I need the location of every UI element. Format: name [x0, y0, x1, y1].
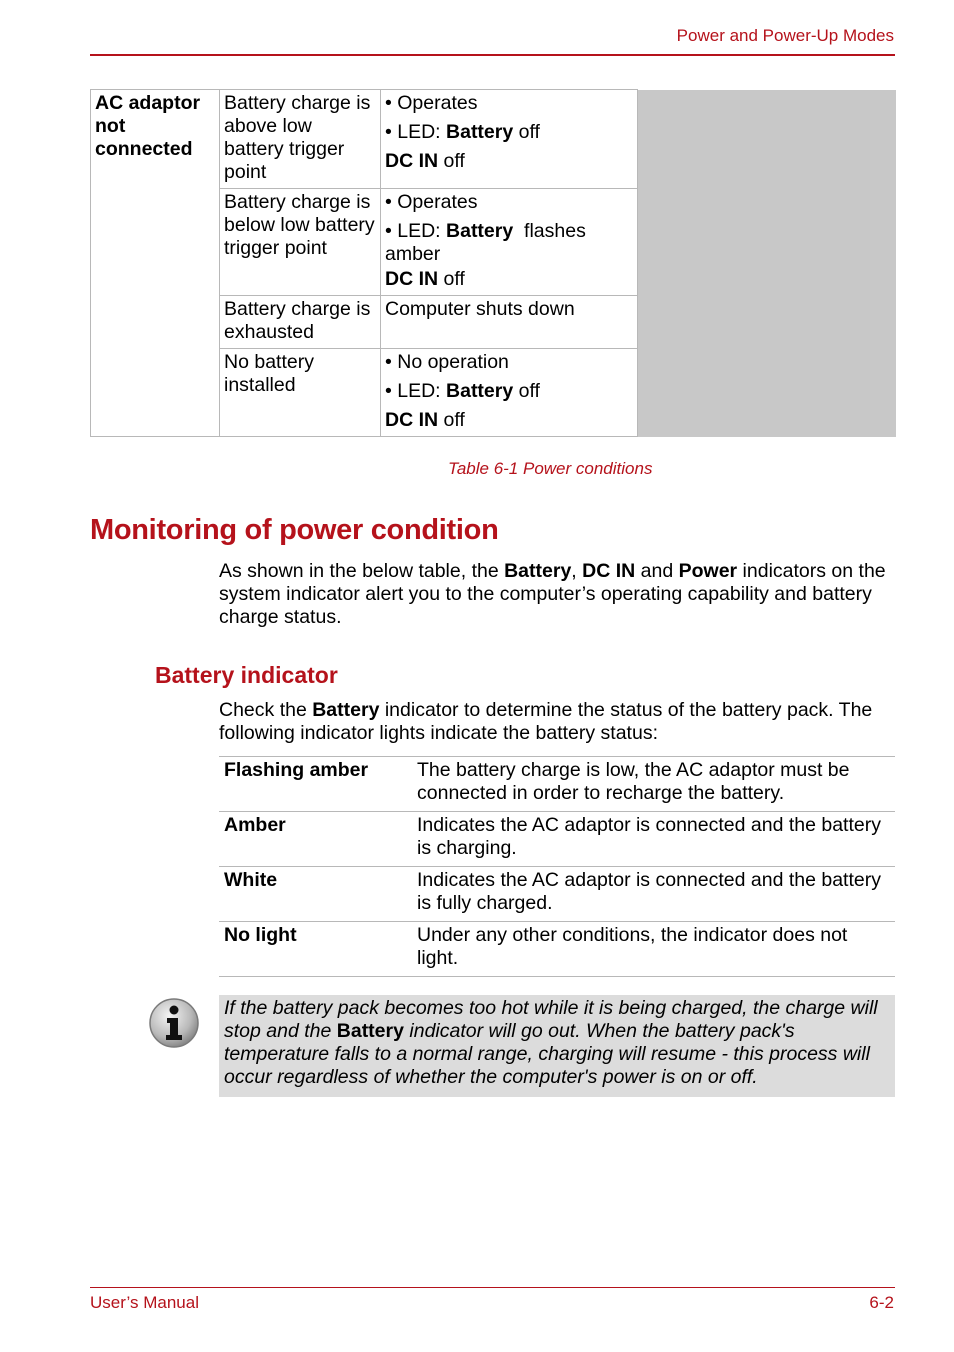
table-row [219, 867, 895, 922]
indicator-state: White [219, 867, 412, 922]
result-cell [381, 189, 638, 296]
battery-state-cell: Battery charge is exhausted [220, 296, 381, 349]
dcin-text: DC IN off [385, 409, 465, 431]
monitoring-intro: As shown in the below table, the Battery, DC IN and Power indicators on the system indicator alert you to the computer’s operating capability and battery charge status. [219, 560, 886, 628]
running-header: Power and Power-Up Modes [676, 26, 894, 45]
page-number: 6-2 [869, 1293, 894, 1312]
result-cell [381, 90, 638, 189]
led-text: • LED: Battery off [385, 121, 540, 143]
dcin-text: DC IN off [385, 150, 465, 172]
table-row [91, 90, 897, 189]
dcin-text: DC IN off [385, 268, 465, 290]
operation-text: • No operation [385, 351, 509, 373]
operation-text: • Operates [385, 92, 478, 114]
table-caption: Table 6-1 Power conditions [448, 459, 653, 478]
battery-state-cell: Battery charge is below low battery trigger point [220, 189, 381, 296]
info-icon [148, 997, 200, 1049]
footer-rule [90, 1287, 895, 1288]
battery-indicator-intro: Check the Battery indicator to determine the status of the battery pack. The following indicator lights indicate the battery status: [219, 699, 873, 744]
indicator-state: Flashing amber [219, 757, 412, 812]
section-heading: Monitoring of power condition [90, 514, 499, 546]
battery-state-cell: Battery charge is above low battery trigger point [220, 90, 381, 189]
header-rule [90, 54, 895, 56]
operation-text: • Operates [385, 191, 478, 213]
indicator-description: Indicates the AC adaptor is connected and the battery is fully charged. [412, 867, 895, 922]
result-cell [381, 349, 638, 437]
subsection-heading: Battery indicator [155, 662, 338, 688]
table-row [219, 922, 895, 977]
table-row [219, 812, 895, 867]
power-conditions-table [90, 89, 896, 437]
shaded-cell [638, 90, 897, 437]
result-cell: Computer shuts down [381, 296, 638, 349]
indicator-description: Indicates the AC adaptor is connected and the battery is charging. [412, 812, 895, 867]
led-text: • LED: Battery flashes amber [385, 220, 592, 265]
footer-manual-title: User’s Manual [90, 1293, 199, 1312]
indicator-state: Amber [219, 812, 412, 867]
indicator-description: Under any other conditions, the indicator does not light. [412, 922, 895, 977]
indicator-description: The battery charge is low, the AC adaptor must be connected in order to recharge the battery. [412, 757, 895, 812]
indicator-state: No light [219, 922, 412, 977]
note-box: If the battery pack becomes too hot while it is being charged, the charge will stop and the Battery indicator will go out. When the battery pack's temperature falls to a normal range, charging will resume - this process will occur regardless of whether the computer's power is on or off. [219, 995, 895, 1097]
battery-state-cell: No battery installed [220, 349, 381, 437]
table-row [219, 757, 895, 812]
battery-indicator-table [219, 756, 895, 977]
condition-cell: AC adaptor not connected [91, 90, 220, 437]
led-text: • LED: Battery off [385, 380, 540, 402]
